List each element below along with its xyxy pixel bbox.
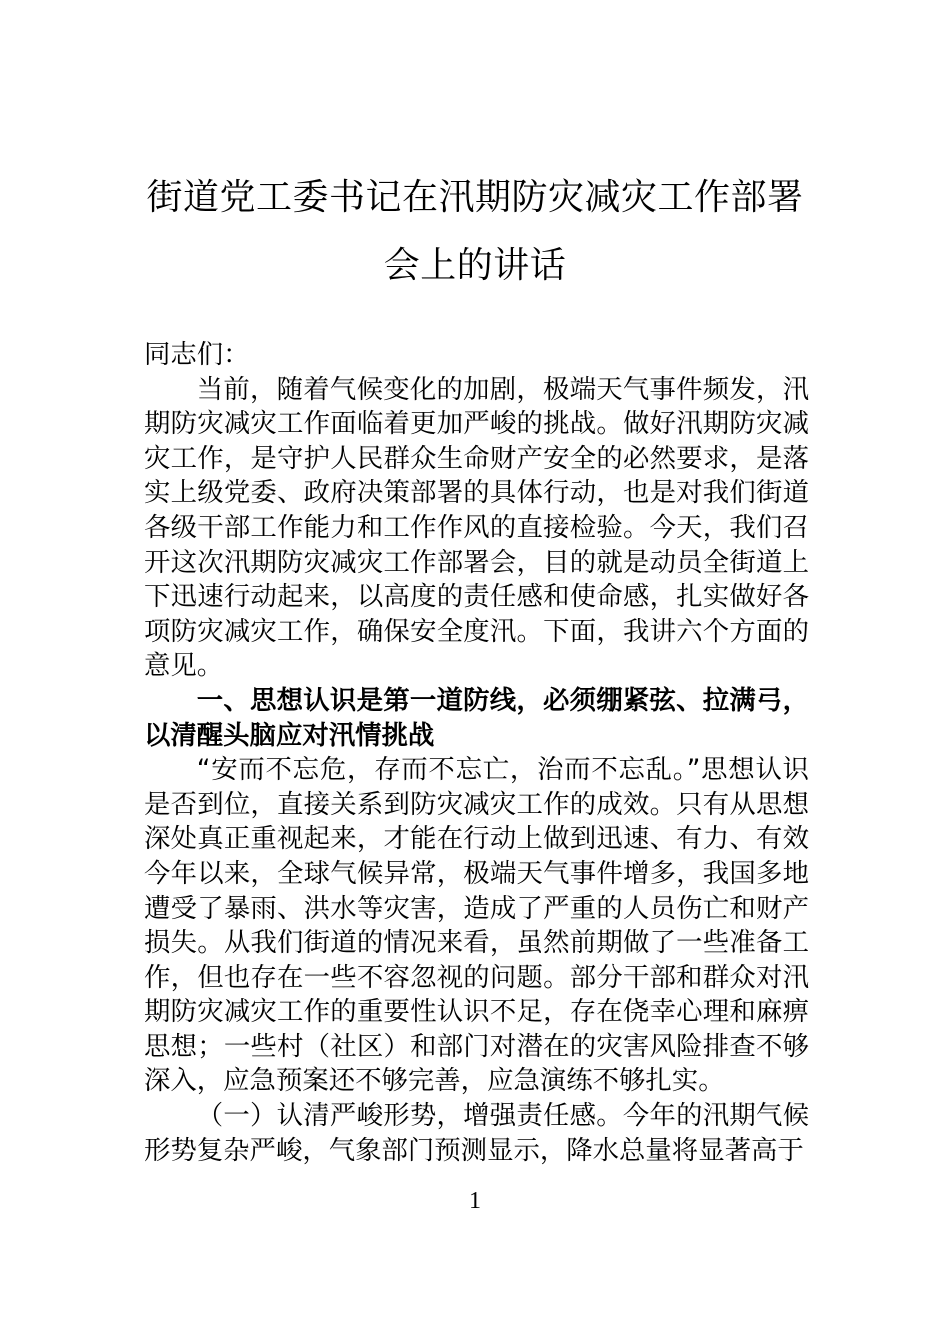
page-number: 1 bbox=[469, 1188, 481, 1214]
section-heading-one: 一、思想认识是第一道防线，必须绷紧弦、拉满弓，以清醒头脑应对汛情挑战 bbox=[144, 684, 809, 751]
salutation: 同志们： bbox=[144, 339, 250, 370]
document-title-line-2: 会上的讲话 bbox=[383, 245, 567, 286]
body-paragraph-subsection-one: （一）认清严峻形势，增强责任感。今年的汛期气候形势复杂严峻，气象部门预测显示，降水总量将显著高于 bbox=[144, 1100, 809, 1166]
body-paragraph-intro: 当前，随着气候变化的加剧，极端天气事件频发，汛期防灾减灾工作面临着更加严峻的挑战。做好汛期防灾减灾工作，是守护人民群众生命财产安全的必然要求，是落实上级党委、政府决策部署的具体行动，也是对我们街道各级干部工作能力和工作作风的直接检验。今天，我们召开这次汛期防灾减灾工作部署会，目的就是动员全街道上下迅速行动起来，以高度的责任感和使命感，扎实做好各项防灾减灾工作，确保安全度汛。下面，我讲六个方面的意见。 bbox=[144, 373, 809, 682]
document-title-line-1: 街道党工委书记在汛期防灾减灾工作部署 bbox=[146, 177, 804, 218]
body-paragraph-section-one: “安而不忘危，存而不忘亡，治而不忘乱。”思想认识是否到位，直接关系到防灾减灾工作的成效。只有从思想深处真正重视起来，才能在行动上做到迅速、有力、有效今年以来，全球气候异常，极端天气事件增多，我国多地遭受了暴雨、洪水等灾害，造成了严重的人员伤亡和财产损失。从我们街道的情况来看，虽然前期做了一些准备工作，但也存在一些不容忽视的问题。部分干部和群众对汛期防灾减灾工作的重要性认识不足，存在侥幸心理和麻痹思想；一些村（社区）和部门对潜在的灾害风险排查不够深入，应急预案还不够完善，应急演练不够扎实。 bbox=[144, 754, 809, 1097]
document-body bbox=[144, 338, 809, 1168]
